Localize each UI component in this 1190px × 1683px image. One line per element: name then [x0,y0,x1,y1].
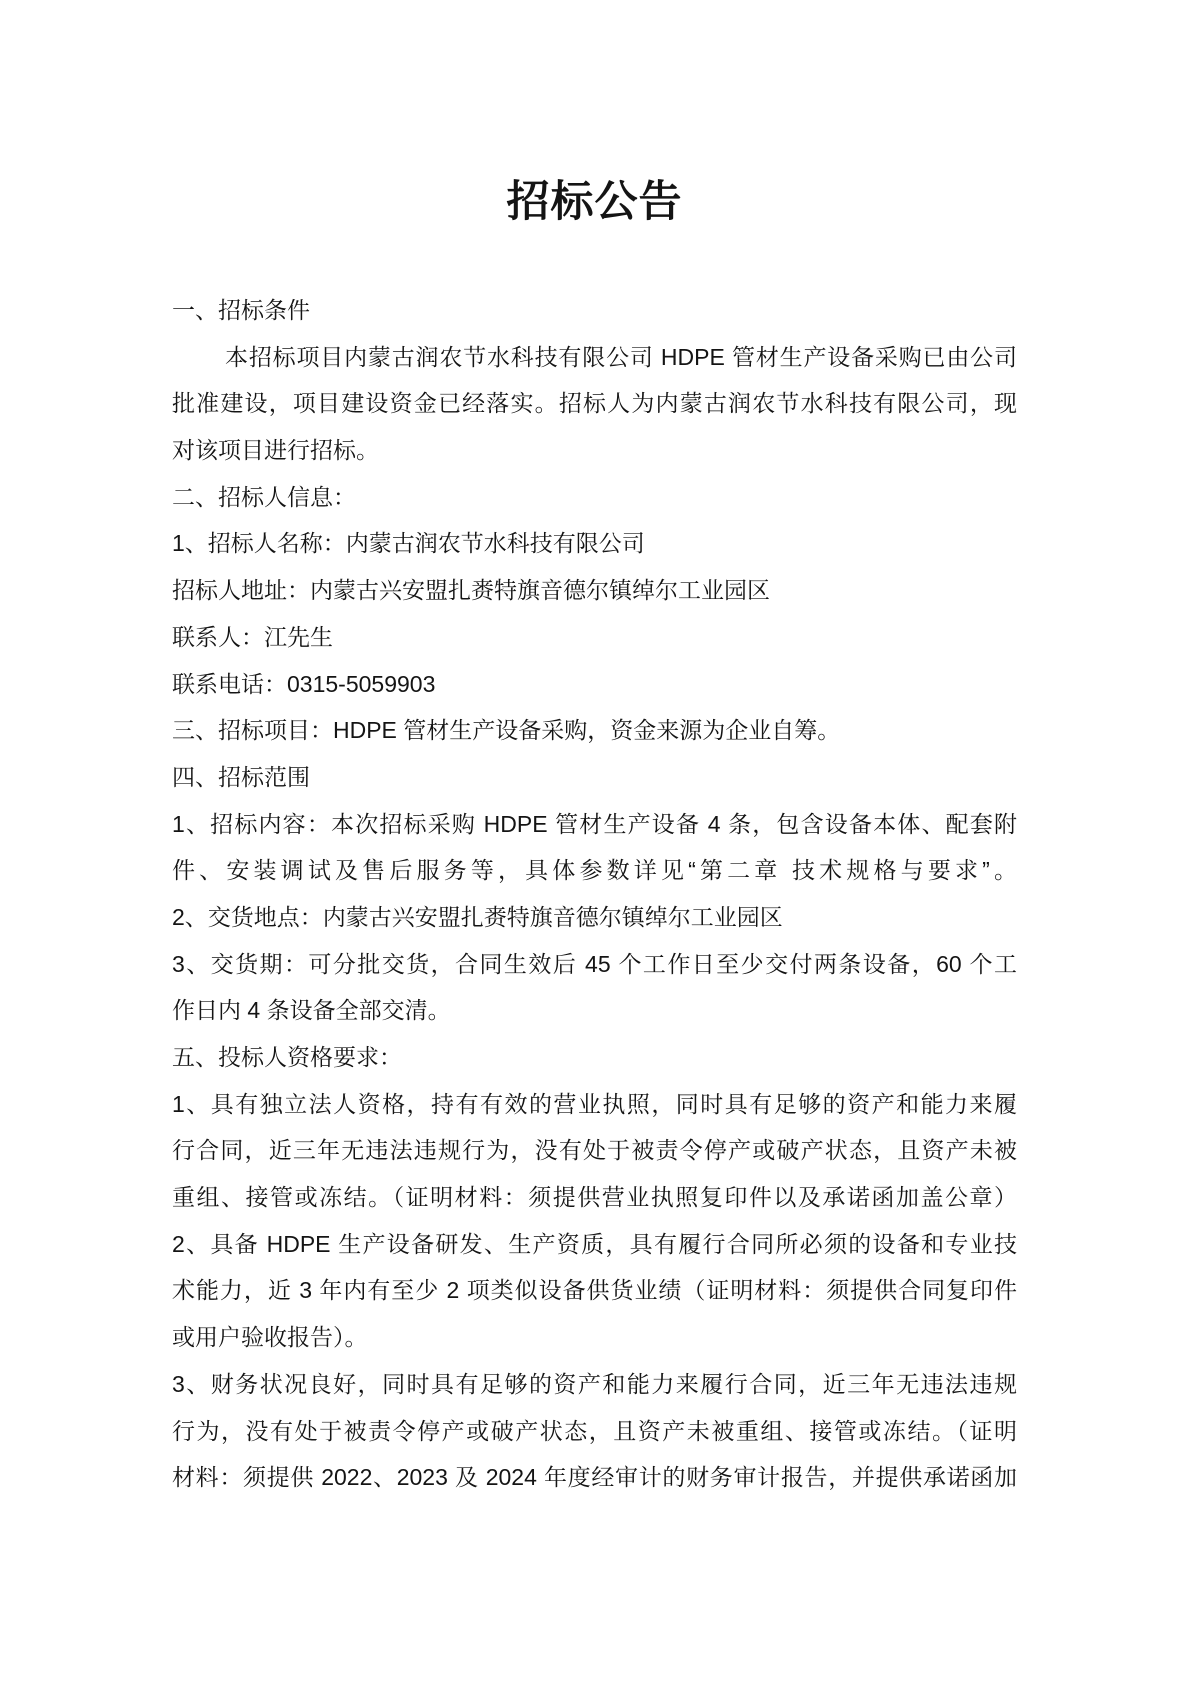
qualification-1-line: 1、具有独立法人资格，持有有效的营业执照，同时具有足够的资产和能力来履 [172,1090,1017,1117]
scope-item-3-line: 作日内 4 条设备全部交清。 [172,997,451,1024]
section-1-paragraph-line: 对该项目进行招标。 [172,437,379,464]
qualification-2-line: 术能力，近 3 年内有至少 2 项类似设备供货业绩（证明材料：须提供合同复印件 [172,1277,1017,1304]
contact-person-line: 联系人：江先生 [172,623,333,650]
section-3-heading: 三、招标项目：HDPE 管材生产设备采购，资金来源为企业自筹。 [172,717,841,744]
section-1-heading: 一、招标条件 [172,297,310,323]
qualification-3-line: 3、财务状况良好，同时具有足够的资产和能力来履行合同，近三年无违法违规 [172,1370,1017,1397]
qualification-1-line: 行合同，近三年无违法违规行为，没有处于被责令停产或破产状态，且资产未被 [172,1137,1017,1164]
qualification-1-line: 重组、接管或冻结。（证明材料：须提供营业执照复印件以及承诺函加盖公章） [172,1184,1017,1211]
qualification-2-line: 2、具备 HDPE 生产设备研发、生产资质，具有履行合同所必须的设备和专业技 [172,1230,1017,1257]
section-1-paragraph-line: 本招标项目内蒙古润农节水科技有限公司 HDPE 管材生产设备采购已由公司 [225,343,1017,370]
qualification-3-line: 行为，没有处于被责令停产或破产状态，且资产未被重组、接管或冻结。（证明 [172,1417,1017,1444]
document-body [172,287,1017,1501]
scope-item-2-line: 2、交货地点：内蒙古兴安盟扎赉特旗音德尔镇绰尔工业园区 [172,903,783,930]
qualification-3-line: 材料：须提供 2022、2023 及 2024 年度经审计的财务审计报告，并提供承诺函加 [172,1464,1017,1491]
document-title: 招标公告 [506,179,683,226]
section-2-heading: 二、招标人信息： [172,483,356,510]
qualification-2-line: 或用户验收报告）。 [172,1324,368,1351]
scope-item-1-line: 1、招标内容：本次招标采购 HDPE 管材生产设备 4 条，包含设备本体、配套附 [172,810,1017,837]
tenderee-name-line: 1、招标人名称：内蒙古润农节水科技有限公司 [172,530,645,557]
tenderee-address-line: 招标人地址：内蒙古兴安盟扎赉特旗音德尔镇绰尔工业园区 [172,577,770,604]
section-1-paragraph-line: 批准建设，项目建设资金已经落实。招标人为内蒙古润农节水科技有限公司，现 [172,390,1017,417]
scope-item-1-line: 件、安装调试及售后服务等，具体参数详见“第二章 技术规格与要求”。 [172,857,1017,884]
section-5-heading: 五、投标人资格要求： [172,1044,402,1070]
contact-phone-line: 联系电话：0315-5059903 [172,670,436,697]
scope-item-3-line: 3、交货期：可分批交货，合同生效后 45 个工作日至少交付两条设备，60 个工 [172,950,1017,977]
section-4-heading: 四、招标范围 [172,763,310,790]
